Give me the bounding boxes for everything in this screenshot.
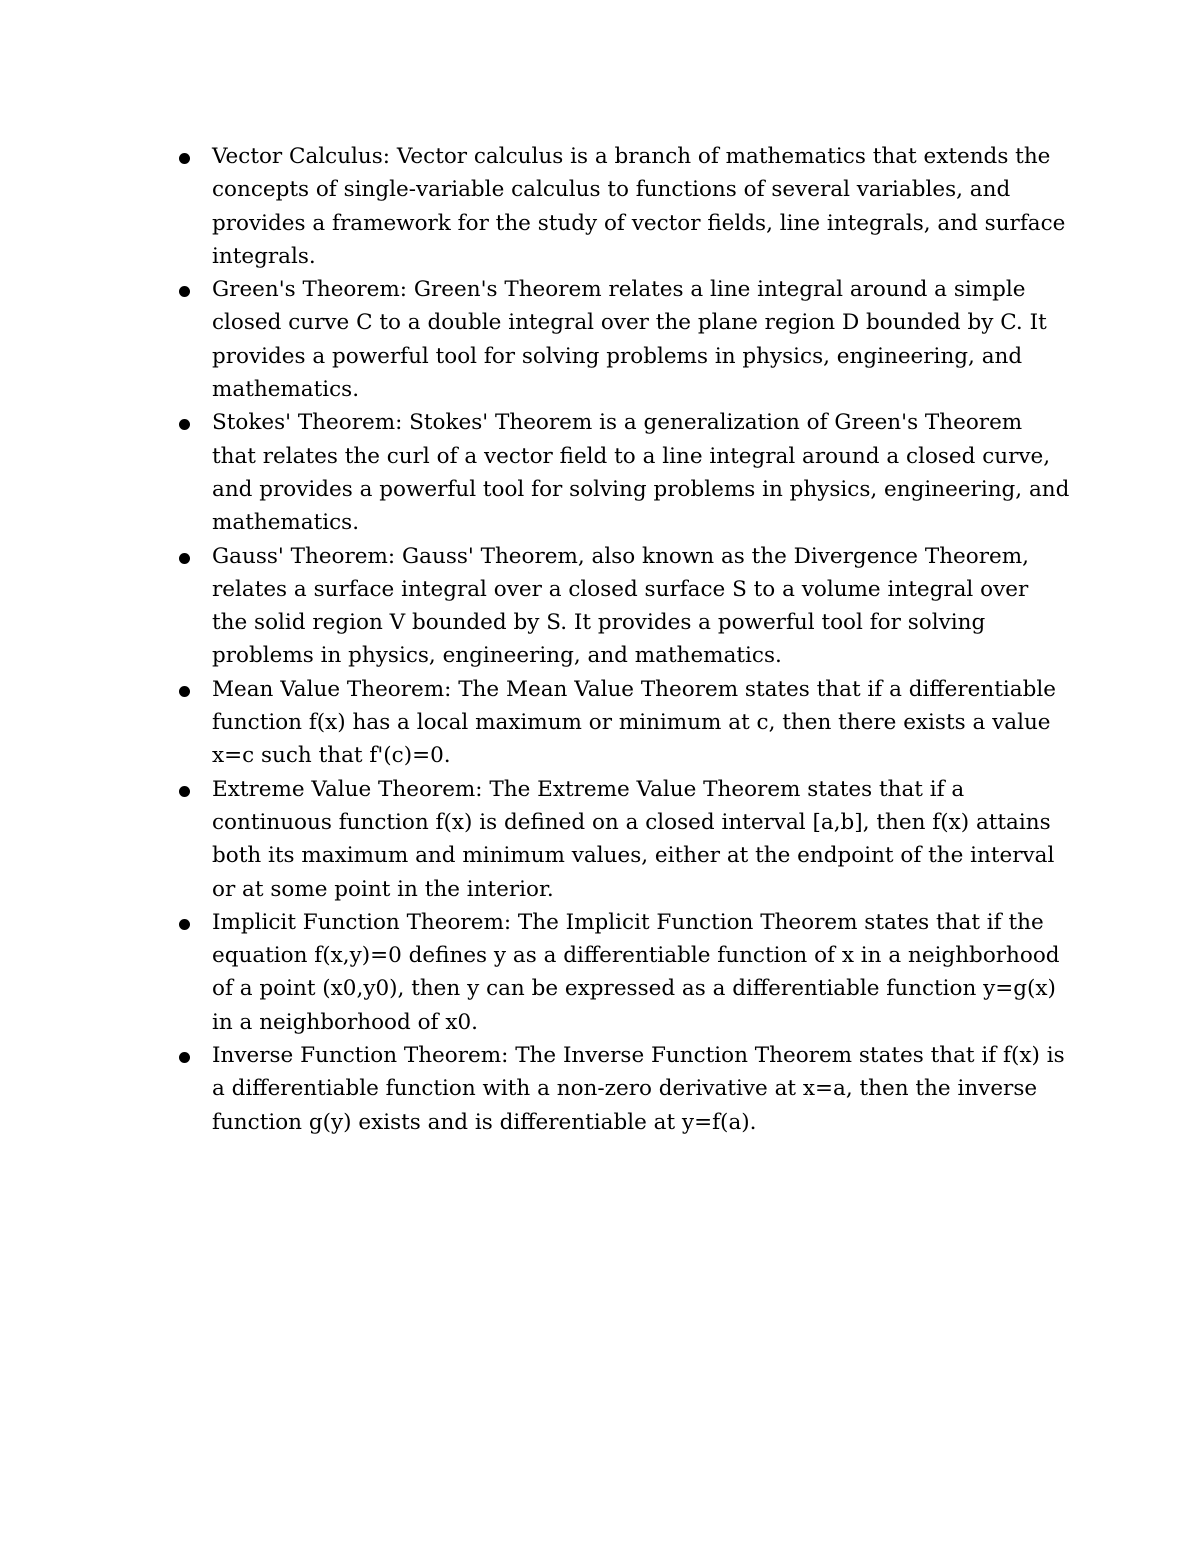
bullet-icon <box>179 286 190 297</box>
bullet-icon <box>179 686 190 697</box>
list-item <box>170 406 1070 539</box>
list-item-text: Inverse Function Theorem: The Inverse Function Theorem states that if f(x) is a differentiable function with a non-zero derivative at x=a, then the inverse function g(y) exists and is differentiable at y=f(a). <box>212 1043 1065 1135</box>
bullet-icon <box>179 553 190 564</box>
bullet-icon <box>179 786 190 797</box>
list-item <box>170 1039 1070 1139</box>
list-item <box>170 906 1070 1039</box>
list-item <box>170 673 1070 773</box>
list-item-text: Implicit Function Theorem: The Implicit Function Theorem states that if the equation f(x,y)=0 defines y as a differentiable function of x in a neighborhood of a point (x0,y0), then y can be expressed as a differentiable function y=g(x) in a neighborhood of x0. <box>212 909 1060 1035</box>
list-item-text: Vector Calculus: Vector calculus is a branch of mathematics that extends the concepts of single-variable calculus to functions of several variables, and provides a framework for the study of vector fields, line integrals, and surface integrals. <box>212 144 1066 269</box>
list-item-text: Stokes' Theorem: Stokes' Theorem is a generalization of Green's Theorem that relates the curl of a vector field to a line integral around a closed curve, and provides a powerful tool for solving problems in physics, engineering, and mathematics. <box>212 410 1070 536</box>
list-item <box>170 140 1070 273</box>
list-item-text: Extreme Value Theorem: The Extreme Value Theorem states that if a continuous function f(x) is defined on a closed interval [a,b], then f(x) attains both its maximum and minimum values, either at the endpoint of the interval or at some point in the interior. <box>212 776 1055 902</box>
list-item-text: Green's Theorem: Green's Theorem relates a line integral around a simple closed curve C to a double integral over the plane region D bounded by C. It provides a powerful tool for solving problems in physics, engineering, and mathematics. <box>212 277 1047 403</box>
bullet-icon <box>179 919 190 930</box>
list-item <box>170 540 1070 673</box>
bullet-icon <box>179 153 190 164</box>
list-item-text: Mean Value Theorem: The Mean Value Theorem states that if a differentiable function f(x) has a local maximum or minimum at c, then there exists a value x=c such that f'(c)=0. <box>212 676 1056 769</box>
list-item-text: Gauss' Theorem: Gauss' Theorem, also known as the Divergence Theorem, relates a surface integral over a closed surface S to a volume integral over the solid region V bounded by S. It provides a powerful tool for solving problems in physics, engineering, and mathematics. <box>212 543 1029 669</box>
list-item <box>170 773 1070 906</box>
bullet-icon <box>179 1052 190 1063</box>
list-item <box>170 273 1070 406</box>
bullet-list <box>170 140 1070 1139</box>
bullet-icon <box>179 419 190 430</box>
